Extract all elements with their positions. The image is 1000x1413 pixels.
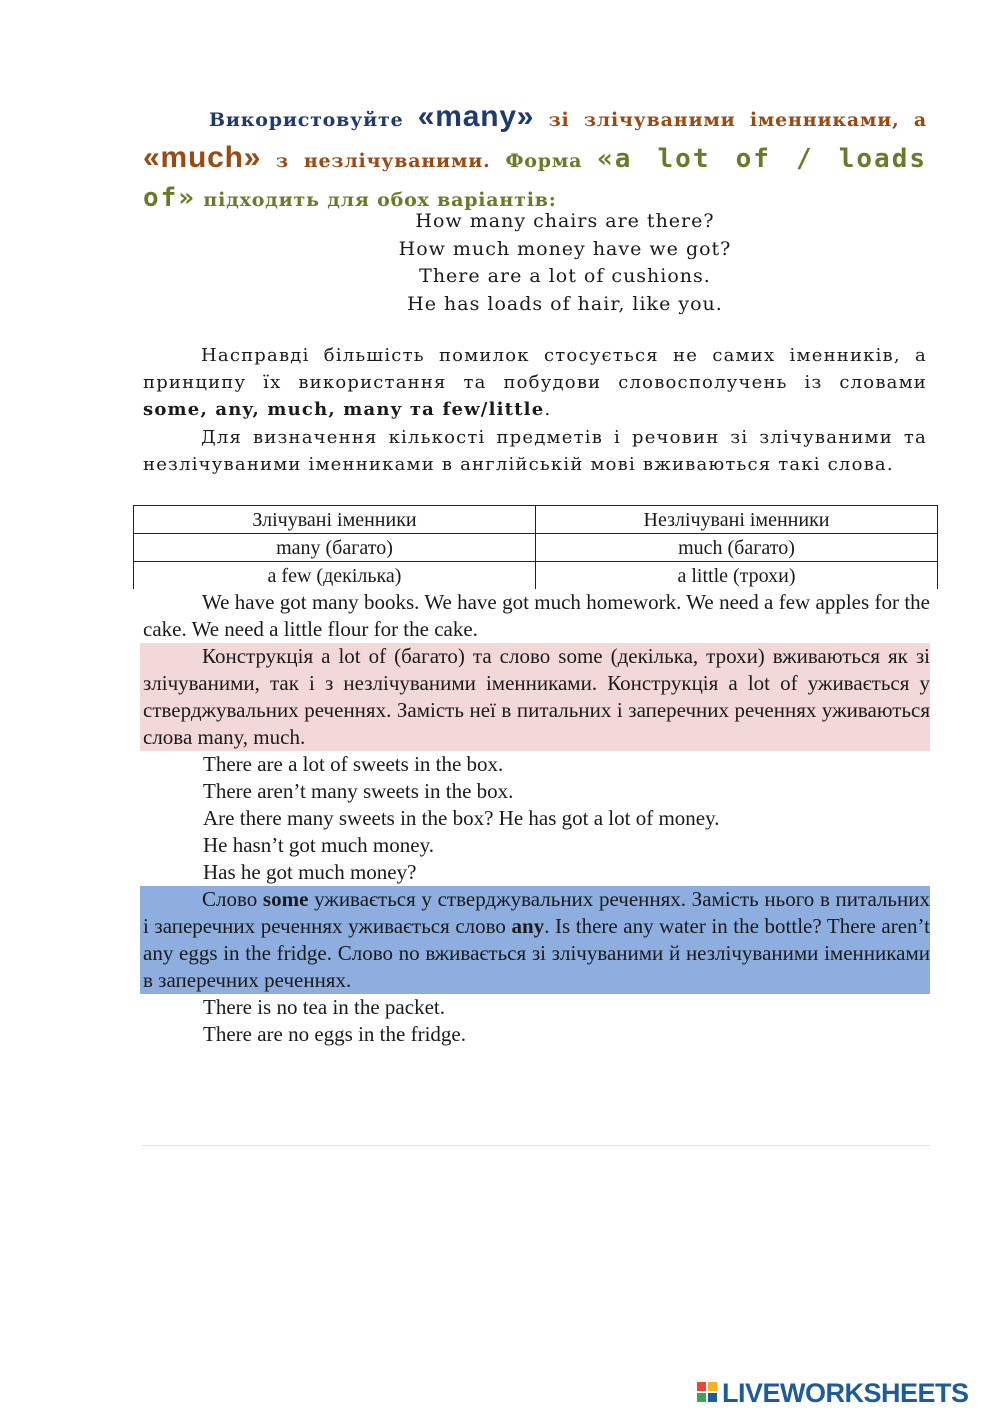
much-keyword: «much»: [143, 141, 262, 174]
example-line: Are there many sweets in the box? He has got a lot of money.: [203, 806, 720, 830]
example-line: There are no eggs in the fridge.: [203, 1022, 466, 1046]
example-sentence: There are a lot of cushions.: [419, 265, 711, 287]
table-row: [134, 534, 938, 562]
quantity-words-text: Для визначення кількості предметів і речовин зі злічуваними та незлічуваними іменниками в англійській мові вживаються такі слова.: [143, 427, 927, 475]
liveworksheets-logo-icon: [697, 1382, 719, 1404]
table-header-row: [134, 506, 938, 534]
some-keyword: some: [262, 887, 309, 911]
a-lot-of-rule-highlight: [140, 643, 930, 751]
example-sentences: [143, 208, 987, 318]
intro-paragraph: [143, 98, 927, 219]
divider: [142, 1145, 930, 1146]
some-any-text-2: уживається у стверджувальних реченнях. Замість нього в питальних і заперечних реченнях уживається слово: [143, 887, 930, 938]
some-any-rule-highlight: [140, 886, 930, 994]
example-sentence: How much money have we got?: [398, 237, 732, 260]
intro-text-4: Форма: [505, 150, 598, 172]
examples-paragraph: [143, 589, 930, 643]
table-row: [134, 562, 938, 590]
errors-paragraph-bold: some, any, much, many та few/little: [143, 399, 545, 420]
liveworksheets-logo-text: LIVEWORKSHEETS: [722, 1377, 969, 1408]
examples-paragraph-text: We have got many books. We have got much homework. We need a few apples for the cake. We need a little flour for the cake.: [143, 590, 930, 641]
example-line: He hasn’t got much money.: [203, 833, 434, 857]
liveworksheets-logo: [697, 1378, 969, 1408]
quantity-words-paragraph: [143, 424, 927, 478]
intro-text-3: з незлічуваними.: [261, 150, 506, 172]
example-sentence: He has loads of hair, like you.: [407, 292, 723, 315]
some-any-text-3: . Is there any water in the bottle? There aren’t any eggs in the fridge. Слово no вживається зі злічуваними й незлічуваними іменниками в заперечних реченнях.: [143, 914, 930, 992]
table-cell: a few (декілька): [134, 562, 536, 590]
table-header-uncountable: Незлічувані іменники: [536, 506, 938, 534]
example-sentence: How many chairs are there?: [415, 210, 715, 232]
intro-text-1: Використовуйте: [209, 109, 418, 131]
errors-paragraph: [143, 342, 927, 423]
intro-text-2: зі злічуваними іменниками, а: [534, 109, 927, 131]
example-line: Has he got much money?: [203, 860, 417, 884]
table-cell: much (багато): [536, 534, 938, 562]
example-line: There is no tea in the packet.: [203, 995, 445, 1019]
table-cell: a little (трохи): [536, 562, 938, 590]
intro-text-5: підходить для обох варіантів:: [195, 189, 557, 211]
many-keyword: «many»: [417, 100, 535, 133]
countable-uncountable-table: [133, 505, 938, 589]
table-header-countable: Злічувані іменники: [134, 506, 536, 534]
errors-paragraph-end: .: [544, 399, 552, 420]
example-line: There aren’t many sweets in the box.: [203, 779, 514, 803]
table-cell: many (багато): [134, 534, 536, 562]
a-lot-of-rule-text: Конструкція a lot of (багато) та слово some (декілька, трохи) вживаються як зі злічуваними, так і з незлічуваними іменниками. Конструкція a lot of уживається у стверджувальних реченнях. Замість неї в питальних і заперечних реченнях уживаються слова many, much.: [143, 644, 930, 749]
errors-paragraph-text: Насправді більшість помилок стосується не самих іменників, а принципу їх використання та побудови словосполучень із словами: [143, 345, 927, 393]
a-lot-of-keyword: «a lot of / loads of»: [143, 144, 928, 213]
example-line: There are a lot of sweets in the box.: [203, 752, 504, 776]
some-any-text-1: Слово: [202, 887, 263, 911]
any-keyword: any: [511, 914, 545, 938]
